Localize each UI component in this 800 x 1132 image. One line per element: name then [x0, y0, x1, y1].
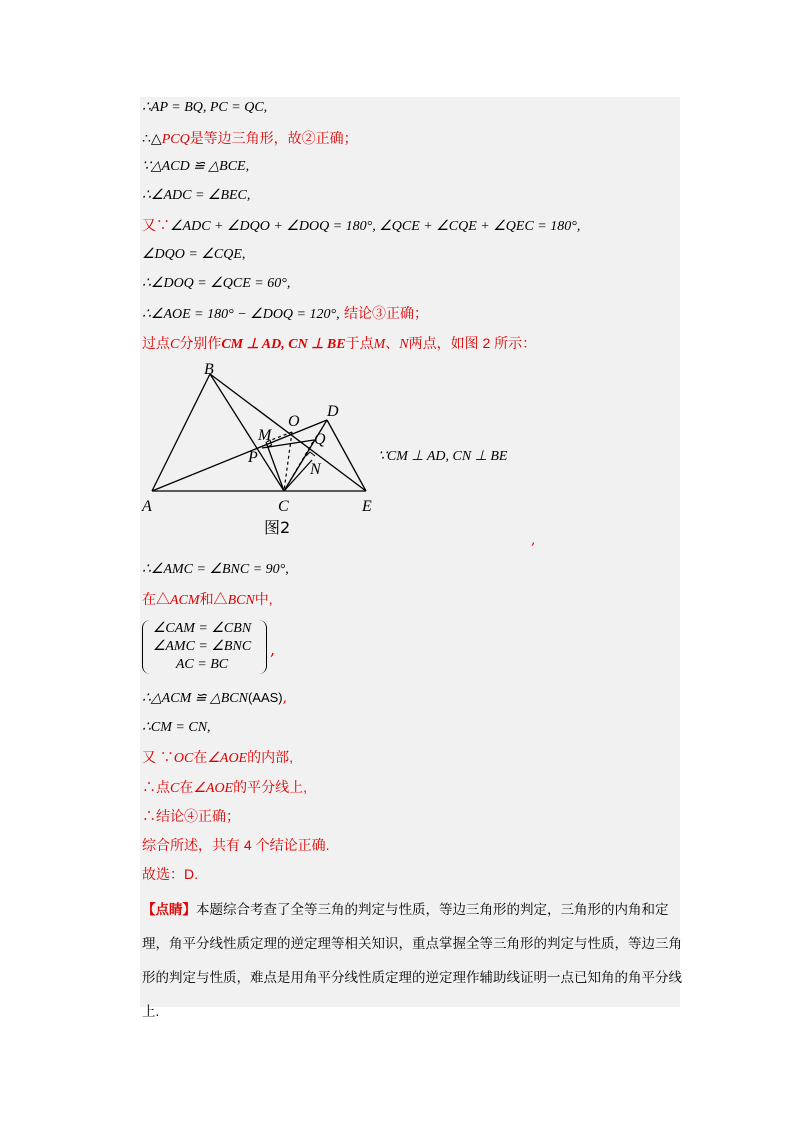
right-brace — [258, 620, 267, 674]
note-text: 本题综合考查了全等三角的判定与性质，等边三角形的判定，三角形的内角和定理，角平分线性质定理的逆定理等相关知识，重点掌握全等三角形的判定与性质，等边三角形的判定与性质，难点是用角平分线性质定理的逆定理作辅助线证明一点已知角的角平分线上. — [142, 902, 682, 1019]
segment-ad — [152, 420, 327, 491]
key-point-note — [142, 893, 682, 1029]
line2-triangle: PCQ — [161, 132, 190, 147]
line8-equation: ∴∠AOE = 180° − ∠DOQ = 120°, — [142, 307, 340, 322]
label-a: A — [142, 498, 152, 515]
line9-point-c: C — [170, 337, 180, 352]
proof-line-4: ∴∠ADC = ∠BEC, — [142, 188, 251, 203]
stray-comma: , — [531, 532, 536, 548]
proof-line-9 — [142, 333, 536, 355]
line9-part-e: 于点 — [345, 335, 374, 351]
proof-line-7: ∴∠DOQ = ∠QCE = 60°, — [142, 276, 291, 291]
line2-text: 是等边三角形，故②正确； — [189, 130, 358, 146]
beside-figure-text: ∵CM ⊥ AD, CN ⊥ BE — [378, 449, 508, 464]
line14-part-e: 的内部, — [247, 749, 293, 765]
line15-part-c: 在 — [179, 779, 194, 795]
line9-point-n: N — [399, 337, 409, 352]
line12-reason: (AAS) — [247, 690, 283, 705]
label-b: B — [204, 361, 214, 378]
geometry-figure-2 — [140, 358, 380, 538]
line9-part-c: 分别作 — [179, 335, 222, 351]
line15-angle: ∠AOE — [193, 781, 234, 796]
line14-part-c: 在 — [193, 749, 208, 765]
line11-acm: ACM — [170, 593, 200, 608]
system-row-3: AC = BC — [175, 657, 229, 672]
line12-comma: , — [282, 690, 288, 706]
line5-prefix: 又∵ — [142, 217, 170, 233]
line9-perpendiculars: CM ⊥ AD, CN ⊥ BE — [221, 337, 346, 352]
line15-point-c: C — [170, 781, 180, 796]
proof-line-6: ∠DQO = ∠CQE, — [142, 247, 246, 262]
label-d: D — [327, 403, 339, 420]
proof-line-16: ∴结论④正确； — [142, 808, 240, 824]
line15-part-a: ∴点 — [142, 779, 170, 795]
note-tag: 【点睛】 — [142, 902, 196, 917]
line14-angle: ∠AOE — [207, 751, 248, 766]
proof-line-1: ∴AP = BQ, PC = QC, — [142, 100, 268, 115]
line5-equations: ∠ADC + ∠DQO + ∠DOQ = 180°, ∠QCE + ∠CQE + ∠QEC = 180°, — [170, 219, 581, 234]
system-row-2: ∠AMC = ∠BNC — [152, 639, 252, 654]
segment-de — [327, 420, 366, 491]
label-o: O — [288, 413, 300, 430]
proof-line-2 — [142, 128, 358, 150]
dashed-oc — [284, 432, 292, 491]
system-row-1: ∠CAM = ∠CBN — [152, 621, 252, 636]
label-q: Q — [314, 431, 326, 448]
proof-line-3: ∵△ACD ≌ △BCE, — [142, 159, 250, 174]
label-e: E — [362, 498, 372, 515]
segment-ab — [152, 374, 210, 491]
proof-line-8 — [142, 303, 428, 325]
proof-line-5 — [142, 215, 580, 237]
figure-caption: 图2 — [264, 518, 291, 537]
line9-part-i: 两点，如图 2 所示： — [408, 335, 537, 351]
proof-line-18: 故选：D. — [142, 866, 198, 882]
line14-part-a: 又 ∵ — [142, 749, 174, 765]
segment-bc — [210, 374, 284, 491]
line9-point-m: M — [373, 337, 386, 352]
label-p: P — [248, 449, 258, 466]
line8-conclusion: 结论③正确； — [344, 305, 429, 321]
proof-line-15 — [142, 777, 307, 799]
segment-cn — [284, 460, 312, 491]
line14-oc: OC — [173, 751, 194, 766]
line2-symbol: ∴△ — [142, 131, 162, 147]
proof-line-13: ∴CM = CN, — [142, 720, 211, 735]
line12-congruence: ∴△ACM ≌ △BCN — [142, 691, 248, 706]
line11-part-e: 中, — [254, 591, 273, 607]
system-comma: , — [270, 640, 276, 659]
proof-line-14 — [142, 747, 293, 769]
proof-line-17: 综合所述，共有 4 个结论正确. — [142, 837, 330, 853]
label-m: M — [258, 427, 272, 444]
line11-bcn: BCN — [227, 593, 255, 608]
line15-part-e: 的平分线上, — [233, 779, 307, 795]
line11-part-c: 和△ — [199, 591, 228, 607]
equation-system — [142, 620, 276, 676]
proof-line-10: ∴∠AMC = ∠BNC = 90°, — [142, 562, 289, 577]
proof-line-11 — [142, 589, 273, 611]
segment-be — [210, 374, 366, 491]
label-n: N — [310, 461, 321, 478]
line9-part-a: 过点 — [142, 335, 170, 351]
line9-separator: 、 — [385, 335, 400, 351]
label-c: C — [278, 498, 289, 515]
proof-line-12 — [142, 688, 287, 709]
line11-part-a: 在△ — [142, 591, 170, 607]
